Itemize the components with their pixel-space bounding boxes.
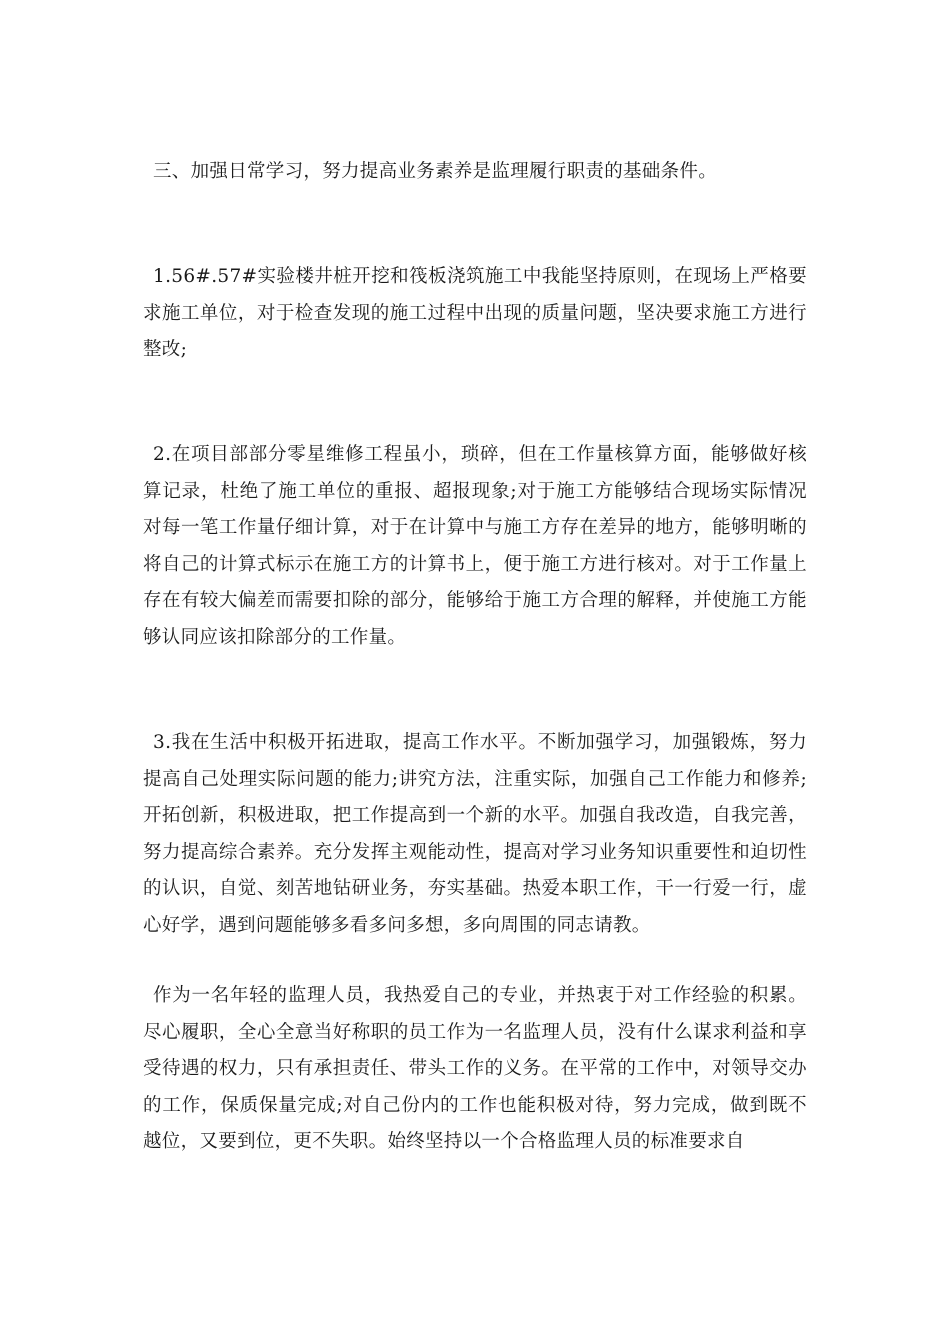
item-1-paragraph: 1.56#.57#实验楼井桩开挖和筏板浇筑施工中我能坚持原则，在现场上严格要求施工单位，对于检查发现的施工过程中出现的质量问题，坚决要求施工方进行整改; [143,266,807,361]
item-3-paragraph: 3.我在生活中积极开拓进取，提高工作水平。不断加强学习，加强锻炼，努力提高自己处理实际问题的能力;讲究方法，注重实际，加强自己工作能力和修养;开拓创新，积极进取，把工作提高到一个新的水平。加强自我改造，自我完善，努力提高综合素养。充分发挥主观能动性，提高对学习业务知识重要性和迫切性的认识，自觉、刻苦地钻研业务，夯实基础。热爱本职工作，干一行爱一行，虚心好学，遇到问题能够多看多问多想，多向周围的同志请教。 [143,732,807,936]
item-2-paragraph: 2.在项目部部分零星维修工程虽小，琐碎，但在工作量核算方面，能够做好核算记录，杜绝了施工单位的重报、超报现象;对于施工方能够结合现场实际情况对每一笔工作量仔细计算，对于在计算中与施工方存在差异的地方，能够明晰的将自己的计算式标示在施工方的计算书上，便于施工方进行核对。对于工作量上存在有较大偏差而需要扣除的部分，能够给于施工方合理的解释，并使施工方能够认同应该扣除部分的工作量。 [143,444,807,648]
section-heading-paragraph: 三、加强日常学习，努力提高业务素养是监理履行职责的基础条件。 [153,161,718,182]
closing-paragraph: 作为一名年轻的监理人员，我热爱自己的专业，并热衷于对工作经验的积累。尽心履职，全心全意当好称职的员工作为一名监理人员，没有什么谋求利益和享受待遇的权力，只有承担责任、带头工作的义务。在平常的工作中，对领导交办的工作，保质保量完成;对自己份内的工作也能积极对待，努力完成，做到既不越位，又要到位，更不失职。始终坚持以一个合格监理人员的标准要求自 [143,985,807,1153]
